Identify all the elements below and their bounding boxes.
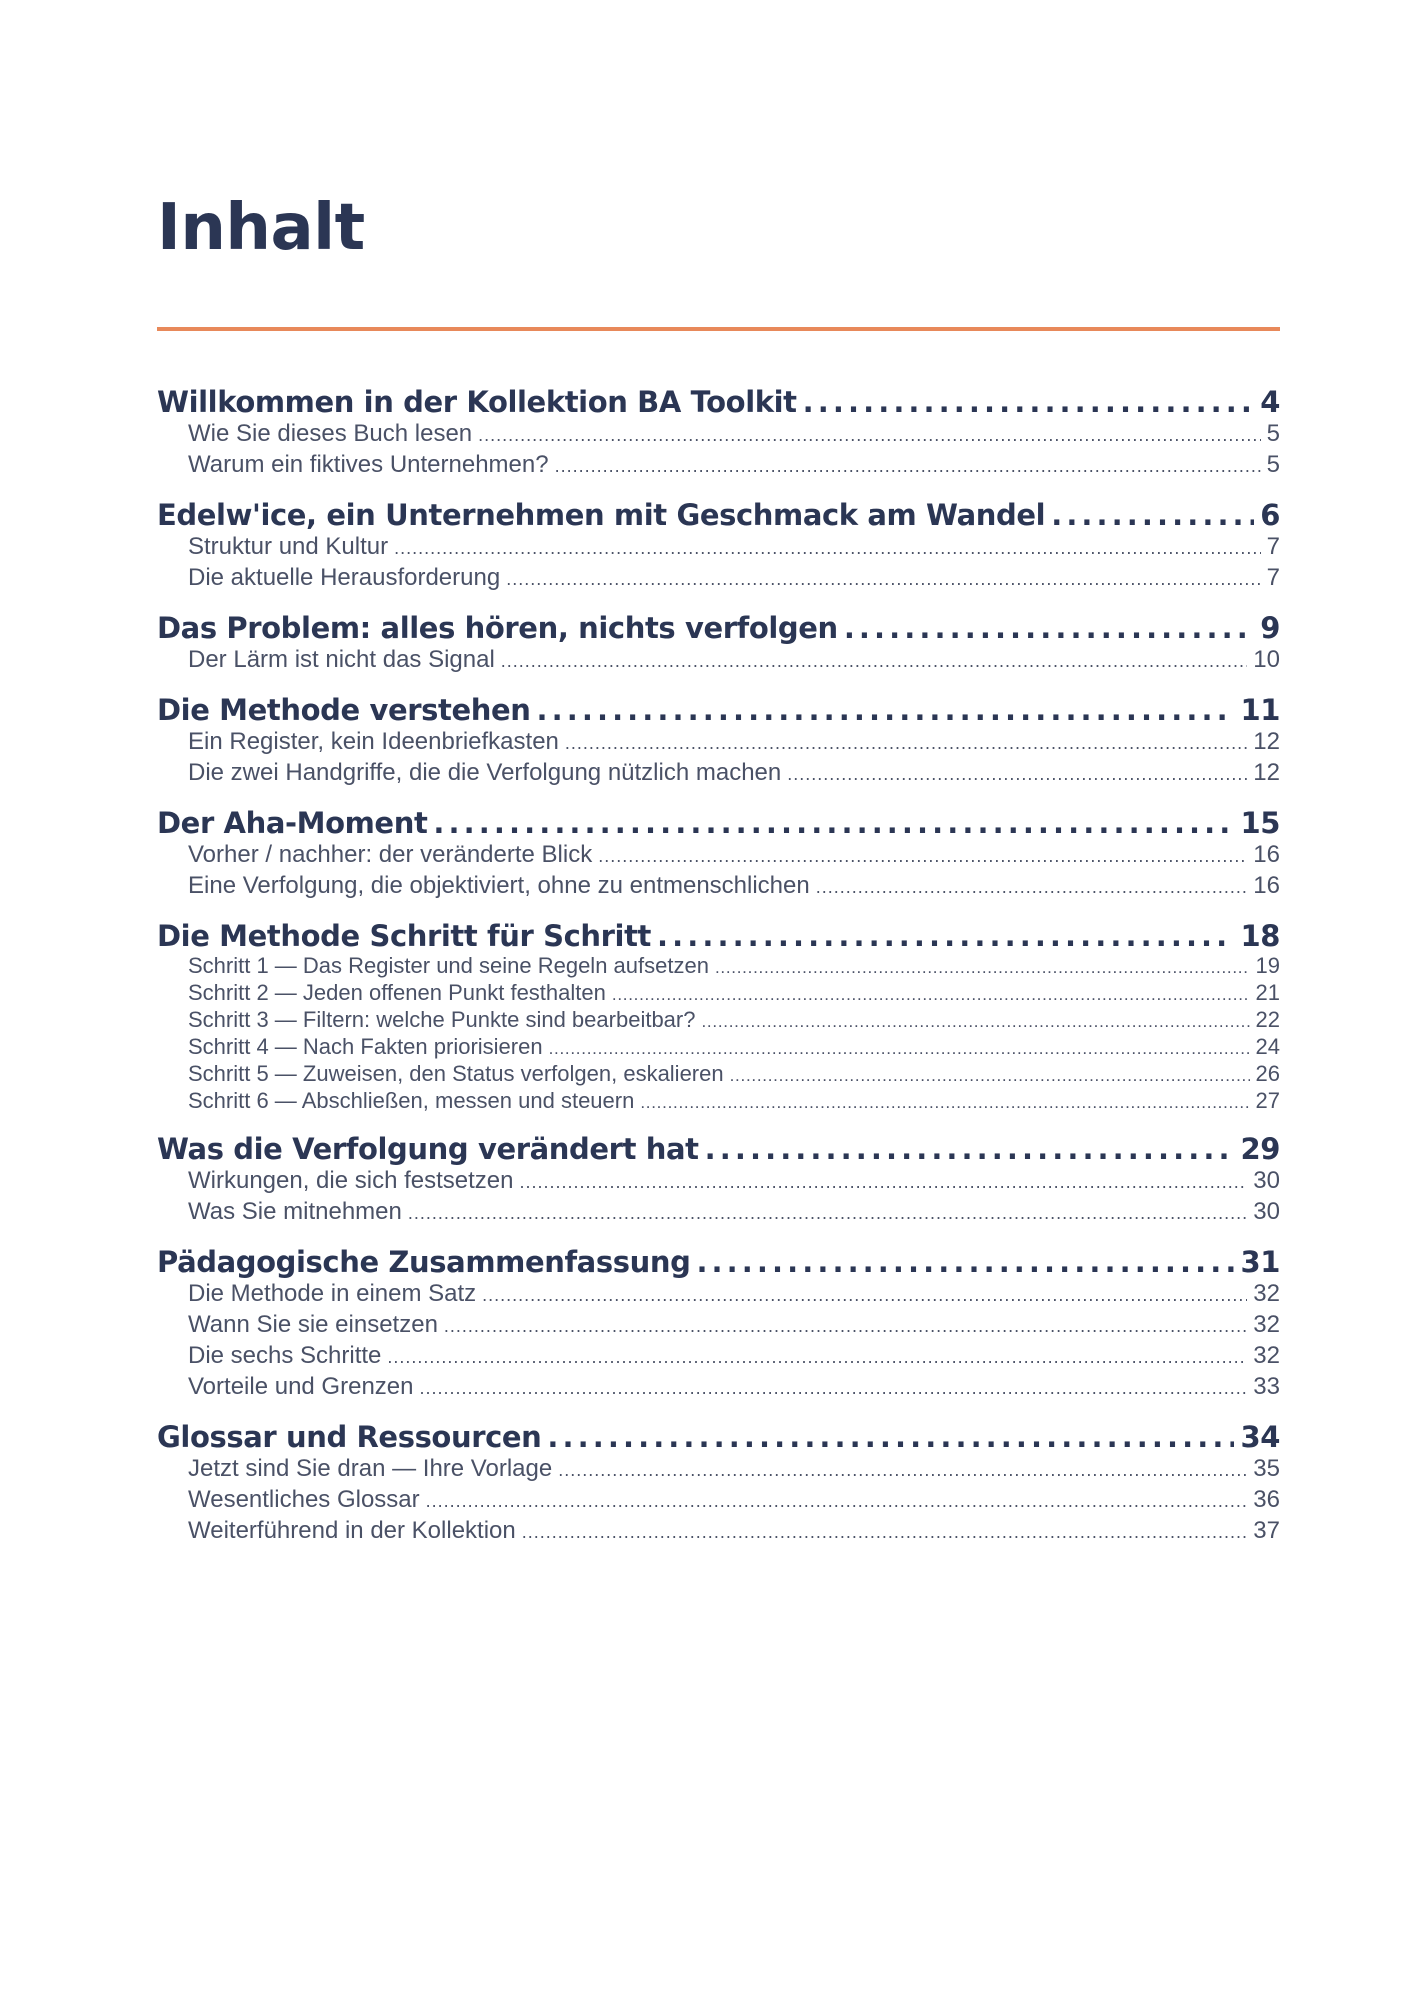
toc-section [157, 1420, 1280, 1547]
toc-subentry-page-number: 7 [1266, 533, 1280, 560]
toc-subentry-page-number: 32 [1253, 1342, 1280, 1369]
toc-subentry-page-number: 35 [1253, 1455, 1280, 1482]
toc-subentry-page-number: 33 [1253, 1373, 1280, 1400]
toc-subentry-title: Vorteile und Grenzen [188, 1373, 414, 1400]
dot-leader [394, 534, 1261, 563]
toc-subentry-page-number: 12 [1253, 759, 1280, 786]
dot-leader [426, 1487, 1248, 1516]
dot-leader [657, 919, 1234, 953]
toc-chapter-entry[interactable] [157, 385, 1280, 419]
toc-chapter-entry-page-number: 11 [1240, 693, 1280, 727]
toc-section [157, 611, 1280, 676]
toc-subentry-page-number: 30 [1253, 1167, 1280, 1194]
toc-step-entry-page-number: 22 [1255, 1007, 1280, 1032]
toc-chapter-entry-page-number: 4 [1260, 385, 1280, 419]
toc-subentry-title: Was Sie mitnehmen [188, 1198, 402, 1225]
toc-subentry[interactable] [157, 450, 1280, 481]
toc-subentry[interactable] [157, 758, 1280, 789]
dot-leader [787, 760, 1247, 789]
dot-leader [537, 693, 1235, 727]
dot-leader [506, 565, 1260, 594]
toc-section [157, 498, 1280, 594]
toc-section [157, 1132, 1280, 1228]
toc-chapter-entry-page-number: 9 [1260, 611, 1280, 645]
toc-step-entry-title: Schritt 1 — Das Register und seine Regeln aufsetzen [188, 953, 709, 978]
dot-leader [478, 421, 1260, 450]
toc-subentry-title: Die aktuelle Herausforderung [188, 564, 501, 591]
dot-leader [816, 873, 1248, 902]
toc-subentry[interactable] [157, 419, 1280, 450]
toc-subentry-page-number: 30 [1253, 1198, 1280, 1225]
toc-step-entry-title: Schritt 6 — Abschließen, messen und steuern [188, 1088, 635, 1113]
toc-chapter-entry[interactable] [157, 693, 1280, 727]
toc-chapter-entry[interactable] [157, 919, 1280, 953]
toc-subentry-page-number: 16 [1253, 872, 1280, 899]
toc-step-entry-page-number: 27 [1255, 1088, 1280, 1113]
toc-chapter-entry-title: Das Problem: alles hören, nichts verfolgen [157, 611, 838, 645]
toc-section [157, 1245, 1280, 1403]
toc-subentry[interactable] [157, 871, 1280, 902]
toc-chapter-entry[interactable] [157, 1245, 1280, 1279]
page-title: Inhalt [157, 191, 365, 265]
toc-subentry[interactable] [157, 840, 1280, 871]
toc-section [157, 806, 1280, 902]
dot-leader [696, 1245, 1234, 1279]
dot-leader [640, 1090, 1249, 1115]
toc-chapter-entry[interactable] [157, 611, 1280, 645]
dot-leader [555, 452, 1261, 481]
toc-subentry-page-number: 32 [1253, 1280, 1280, 1307]
dot-leader [419, 1374, 1247, 1403]
toc-subentry[interactable] [157, 1516, 1280, 1547]
toc-subentry[interactable] [157, 727, 1280, 758]
toc-step-entry-title: Schritt 4 — Nach Fakten priorisieren [188, 1034, 543, 1059]
toc-chapter-entry-page-number: 29 [1240, 1132, 1280, 1166]
toc-subentry[interactable] [157, 1310, 1280, 1341]
toc-subentry-title: Wie Sie dieses Buch lesen [188, 420, 473, 447]
toc-section [157, 693, 1280, 789]
toc-step-entry-page-number: 21 [1255, 980, 1280, 1005]
dot-leader [565, 729, 1247, 758]
toc-section [157, 919, 1280, 1115]
table-of-contents [157, 385, 1280, 1564]
toc-step-entry[interactable] [157, 1061, 1280, 1088]
toc-subentry-page-number: 32 [1253, 1311, 1280, 1338]
toc-subentry-page-number: 12 [1253, 728, 1280, 755]
dot-leader [433, 806, 1234, 840]
dot-leader [501, 647, 1248, 676]
toc-chapter-entry[interactable] [157, 1132, 1280, 1166]
dot-leader [387, 1343, 1247, 1372]
toc-subentry-title: Der Lärm ist nicht das Signal [188, 646, 495, 673]
toc-subentry-page-number: 5 [1266, 451, 1280, 478]
toc-subentry-title: Die sechs Schritte [188, 1342, 382, 1369]
toc-step-entry-title: Schritt 5 — Zuweisen, den Status verfolgen, eskalieren [188, 1061, 724, 1086]
dot-leader [482, 1281, 1247, 1310]
toc-subentry-title: Wann Sie sie einsetzen [188, 1311, 438, 1338]
toc-chapter-entry-title: Willkommen in der Kollektion BA Toolkit [157, 385, 797, 419]
dot-leader [558, 1456, 1247, 1485]
toc-chapter-entry-page-number: 6 [1260, 498, 1280, 532]
toc-chapter-entry[interactable] [157, 1420, 1280, 1454]
dot-leader [715, 955, 1250, 980]
dot-leader [444, 1312, 1247, 1341]
dot-leader [520, 1168, 1248, 1197]
toc-subentry-page-number: 16 [1253, 841, 1280, 868]
dot-leader [705, 1132, 1235, 1166]
toc-step-entry[interactable] [157, 980, 1280, 1007]
toc-subentry-page-number: 37 [1253, 1517, 1280, 1544]
toc-subentry-title: Eine Verfolgung, die objektiviert, ohne zu entmenschlichen [188, 872, 810, 899]
toc-chapter-entry-title: Glossar und Ressourcen [157, 1420, 542, 1454]
toc-subentry-title: Die Methode in einem Satz [188, 1280, 477, 1307]
dot-leader [612, 982, 1250, 1007]
toc-chapter-entry-title: Pädagogische Zusammenfassung [157, 1245, 691, 1279]
toc-step-entry-page-number: 26 [1255, 1061, 1280, 1086]
toc-subentry-page-number: 36 [1253, 1486, 1280, 1513]
toc-subentry-title: Ein Register, kein Ideenbriefkasten [188, 728, 559, 755]
toc-chapter-entry[interactable] [157, 498, 1280, 532]
toc-subentry[interactable] [157, 645, 1280, 676]
dot-leader [598, 842, 1247, 871]
toc-subentry[interactable] [157, 1454, 1280, 1485]
toc-subentry-title: Weiterführend in der Kollektion [188, 1517, 516, 1544]
toc-chapter-entry-page-number: 31 [1240, 1245, 1280, 1279]
toc-subentry[interactable] [157, 1197, 1280, 1228]
toc-subentry[interactable] [157, 1279, 1280, 1310]
toc-step-entry[interactable] [157, 1088, 1280, 1115]
toc-subentry-title: Die zwei Handgriffe, die die Verfolgung nützlich machen [188, 759, 782, 786]
toc-subentry-page-number: 7 [1266, 564, 1280, 591]
toc-section [157, 385, 1280, 481]
dot-leader [408, 1199, 1247, 1228]
toc-subentry-title: Vorher / nachher: der veränderte Blick [188, 841, 593, 868]
toc-step-entry-title: Schritt 3 — Filtern: welche Punkte sind bearbeitbar? [188, 1007, 696, 1032]
toc-chapter-entry-title: Die Methode verstehen [157, 693, 531, 727]
toc-subentry-page-number: 10 [1253, 646, 1280, 673]
dot-leader [547, 1420, 1234, 1454]
toc-subentry[interactable] [157, 532, 1280, 563]
toc-subentry[interactable] [157, 1372, 1280, 1403]
toc-step-entry[interactable] [157, 953, 1280, 980]
toc-chapter-entry-page-number: 18 [1240, 919, 1280, 953]
dot-leader [522, 1518, 1248, 1547]
dot-leader [1051, 498, 1254, 532]
toc-step-entry[interactable] [157, 1007, 1280, 1034]
dot-leader [549, 1036, 1250, 1061]
dot-leader [730, 1063, 1250, 1088]
toc-subentry[interactable] [157, 1166, 1280, 1197]
toc-subentry-title: Wirkungen, die sich festsetzen [188, 1167, 514, 1194]
toc-subentry-title: Warum ein fiktives Unternehmen? [188, 451, 549, 478]
toc-chapter-entry-page-number: 34 [1240, 1420, 1280, 1454]
toc-chapter-entry[interactable] [157, 806, 1280, 840]
toc-step-entry[interactable] [157, 1034, 1280, 1061]
toc-subentry-title: Wesentliches Glossar [188, 1486, 420, 1513]
toc-chapter-entry-title: Edelw'ice, ein Unternehmen mit Geschmack am Wandel [157, 498, 1046, 532]
title-divider [157, 327, 1280, 331]
toc-step-entry-title: Schritt 2 — Jeden offenen Punkt festhalten [188, 980, 606, 1005]
toc-chapter-entry-title: Die Methode Schritt für Schritt [157, 919, 651, 953]
toc-subentry-title: Struktur und Kultur [188, 533, 389, 560]
toc-subentry-title: Jetzt sind Sie dran — Ihre Vorlage [188, 1455, 553, 1482]
toc-chapter-entry-page-number: 15 [1240, 806, 1280, 840]
toc-subentry[interactable] [157, 1485, 1280, 1516]
dot-leader [701, 1009, 1249, 1034]
toc-step-entry-page-number: 24 [1255, 1034, 1280, 1059]
toc-subentry[interactable] [157, 563, 1280, 594]
dot-leader [803, 385, 1255, 419]
toc-step-entry-page-number: 19 [1255, 953, 1280, 978]
toc-chapter-entry-title: Der Aha-Moment [157, 806, 428, 840]
toc-subentry-page-number: 5 [1266, 420, 1280, 447]
dot-leader [844, 611, 1254, 645]
toc-subentry[interactable] [157, 1341, 1280, 1372]
toc-chapter-entry-title: Was die Verfolgung verändert hat [157, 1132, 699, 1166]
